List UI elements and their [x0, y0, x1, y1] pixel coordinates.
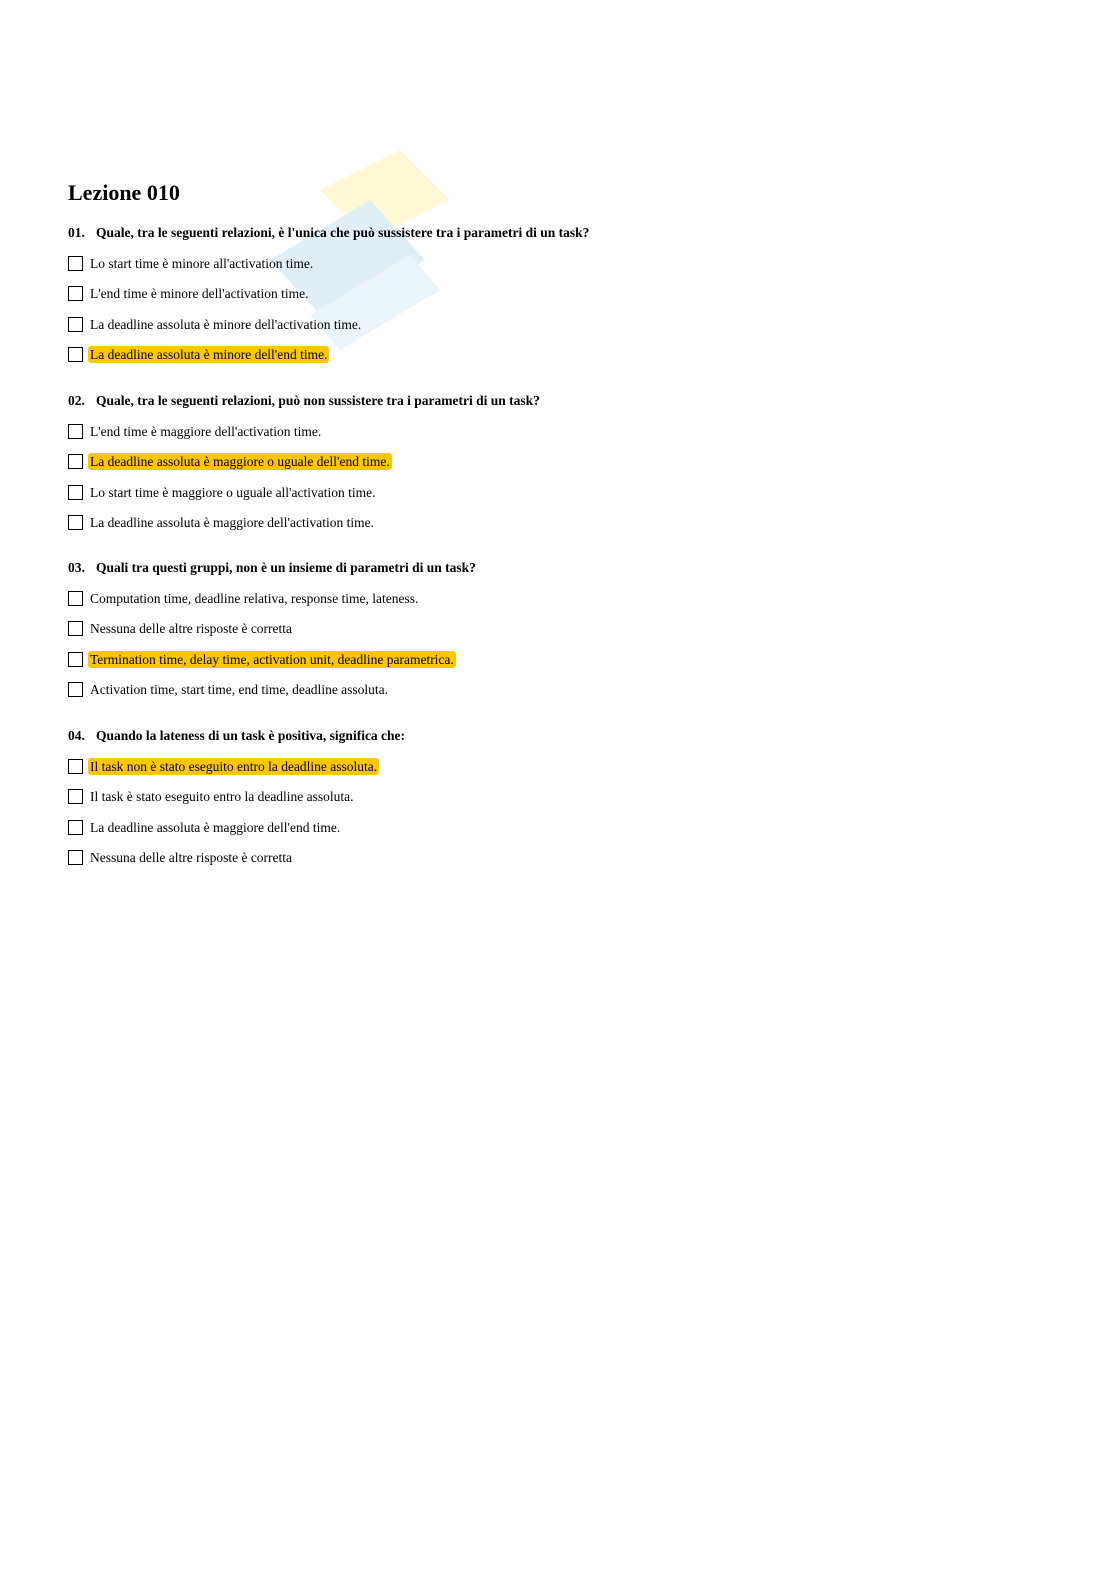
- answer-text: Il task è stato eseguito entro la deadline assoluta.: [90, 789, 354, 805]
- question-number: 04.: [68, 728, 85, 743]
- answer-text: L'end time è minore dell'activation time.: [90, 286, 309, 302]
- answer-text: Lo start time è maggiore o uguale all'activation time.: [90, 484, 376, 500]
- answer-option[interactable]: [68, 675, 1068, 706]
- answer-option[interactable]: [68, 279, 1068, 310]
- answer-option-correct[interactable]: [68, 447, 1068, 478]
- answer-option[interactable]: [68, 614, 1068, 645]
- answer-checkbox[interactable]: [68, 256, 83, 271]
- answer-text: La deadline assoluta è maggiore dell'end time.: [90, 819, 341, 835]
- answer-text: Nessuna delle altre risposte è corretta: [90, 621, 293, 637]
- answer-checkbox[interactable]: [68, 424, 83, 439]
- answer-checkbox[interactable]: [68, 621, 83, 636]
- answer-option[interactable]: [68, 812, 1068, 843]
- answer-checkbox[interactable]: [68, 820, 83, 835]
- question-text: Quando la lateness di un task è positiva, significa che:: [96, 728, 406, 743]
- answer-text-highlighted: La deadline assoluta è minore dell'end time.: [90, 347, 328, 363]
- question-number: 01.: [68, 225, 85, 240]
- question-block-4: [68, 727, 1068, 873]
- answer-checkbox[interactable]: [68, 850, 83, 865]
- question-1: [68, 224, 1068, 248]
- answer-text-highlighted: Il task non è stato eseguito entro la deadline assoluta.: [90, 758, 378, 774]
- answer-checkbox[interactable]: [68, 347, 83, 362]
- question-text: Quale, tra le seguenti relazioni, può non sussistere tra i parametri di un task?: [96, 393, 540, 408]
- answer-text: Computation time, deadline relativa, response time, lateness.: [90, 590, 419, 606]
- answer-option[interactable]: [68, 416, 1068, 447]
- answer-option-correct[interactable]: [68, 751, 1068, 782]
- question-3: [68, 559, 1068, 583]
- answer-text: Lo start time è minore all'activation time.: [90, 255, 314, 271]
- answer-option[interactable]: [68, 843, 1068, 874]
- answer-option-correct[interactable]: [68, 644, 1068, 675]
- question-block-3: [68, 559, 1068, 705]
- answer-option[interactable]: [68, 248, 1068, 279]
- answer-option[interactable]: [68, 508, 1068, 539]
- question-2: [68, 392, 1068, 416]
- answer-checkbox[interactable]: [68, 515, 83, 530]
- answer-text: La deadline assoluta è minore dell'activation time.: [90, 316, 362, 332]
- answer-checkbox[interactable]: [68, 591, 83, 606]
- answer-checkbox[interactable]: [68, 454, 83, 469]
- answer-checkbox[interactable]: [68, 286, 83, 301]
- answer-text: Nessuna delle altre risposte è corretta: [90, 850, 293, 866]
- answer-checkbox[interactable]: [68, 317, 83, 332]
- answer-checkbox[interactable]: [68, 789, 83, 804]
- question-text: Quali tra questi gruppi, non è un insieme di parametri di un task?: [96, 560, 476, 575]
- answer-text-highlighted: La deadline assoluta è maggiore o uguale dell'end time.: [90, 454, 390, 470]
- answer-text: L'end time è maggiore dell'activation time.: [90, 423, 322, 439]
- answer-option[interactable]: [68, 782, 1068, 813]
- question-block-2: [68, 392, 1068, 538]
- answer-text-highlighted: Termination time, delay time, activation unit, deadline parametrica.: [90, 651, 454, 667]
- question-number: 03.: [68, 560, 85, 575]
- page-title: Lezione 010: [68, 180, 180, 205]
- answer-option[interactable]: [68, 309, 1068, 340]
- answer-option-correct[interactable]: [68, 340, 1068, 371]
- answer-checkbox[interactable]: [68, 682, 83, 697]
- answer-checkbox[interactable]: [68, 485, 83, 500]
- answer-text: Activation time, start time, end time, deadline assoluta.: [90, 682, 389, 698]
- answer-checkbox[interactable]: [68, 759, 83, 774]
- answer-option[interactable]: [68, 477, 1068, 508]
- answer-checkbox[interactable]: [68, 652, 83, 667]
- question-number: 02.: [68, 393, 85, 408]
- question-block-1: [68, 224, 1068, 370]
- question-text: Quale, tra le seguenti relazioni, è l'unica che può sussistere tra i parametri di un task?: [96, 225, 590, 240]
- answer-text: La deadline assoluta è maggiore dell'activation time.: [90, 515, 374, 531]
- answer-option[interactable]: [68, 583, 1068, 614]
- question-4: [68, 727, 1068, 751]
